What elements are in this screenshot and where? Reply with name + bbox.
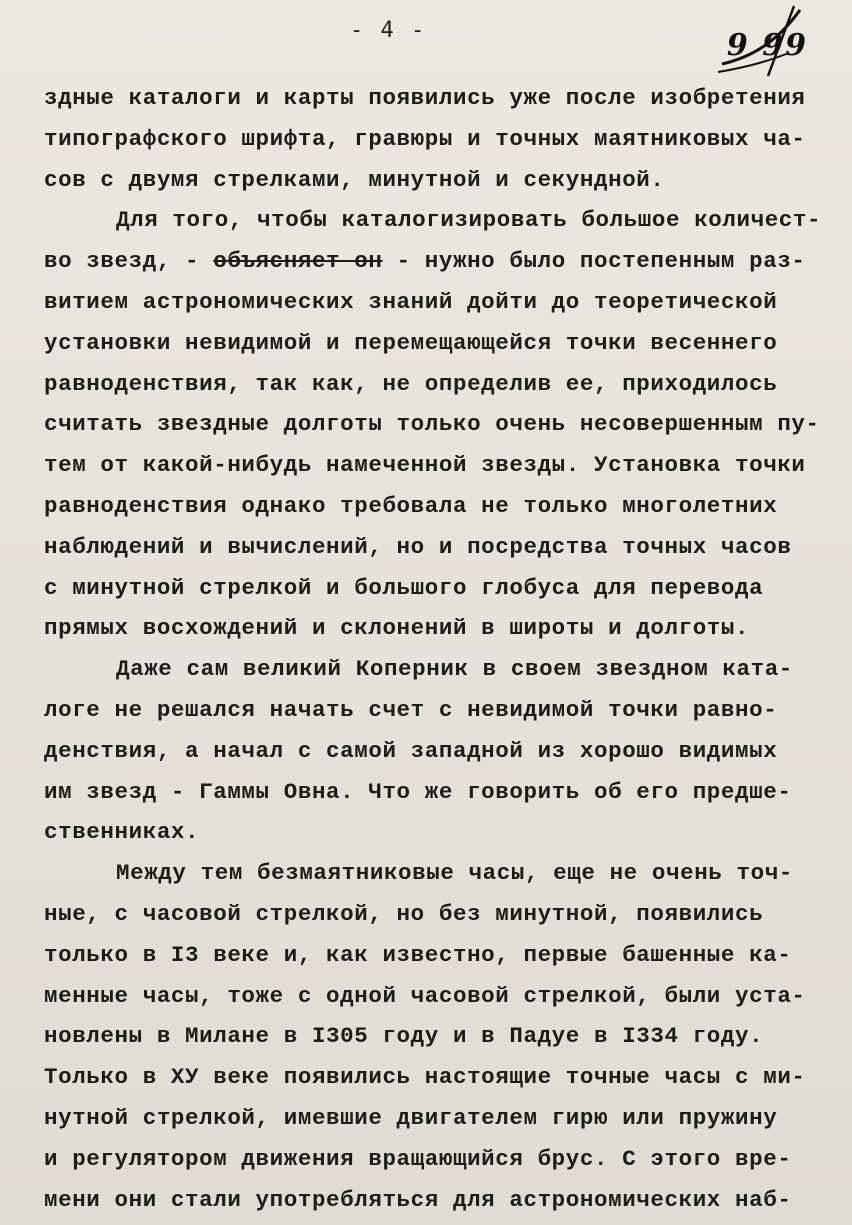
text-line: типографского шрифта, гравюры и точных маятниковых ча- [44, 125, 806, 152]
document-body [44, 78, 852, 1220]
text-line: сов с двумя стрелками, минутной и секундной. [44, 166, 665, 193]
text-line: тем от какой-нибудь намеченной звезды. Установка точки [44, 452, 806, 479]
page-number: - 4 - [350, 18, 427, 43]
text-line: равноденствия однако требовала не только многолетних [44, 492, 778, 519]
text-line: мени они стали употребляться для астрономических наб- [44, 1186, 792, 1213]
text-line: денствия, а начал с самой западной из хорошо видимых [44, 737, 778, 764]
text-line: Только в ХУ веке появились настоящие точные часы с ми- [44, 1064, 806, 1091]
archive-page-mark-text: 9 99 [726, 28, 808, 63]
text-line: прямых восхождений и склонений в широты и долготы. [44, 615, 750, 642]
archive-page-mark [682, 2, 842, 82]
text-line: им звезд - Гаммы Овна. Что же говорить об его предше- [44, 778, 792, 805]
text-line: витием астрономических знаний дойти до теоретической [44, 288, 778, 315]
text-line: здные каталоги и карты появились уже после изобретения [44, 85, 806, 111]
text-line: считать звездные долготы только очень несовершенным пу- [44, 411, 820, 438]
paragraph-start-line: Для того, чтобы каталогизировать большое количест- [116, 207, 822, 234]
struck-through-text: объясняет он [213, 248, 383, 275]
text-line: нутной стрелкой, имевшие двигателем гирю или пружину [44, 1104, 778, 1131]
text-line: с минутной стрелкой и большого глобуса для перевода [44, 574, 764, 601]
text-line: наблюдений и вычислений, но и посредства точных часов [44, 533, 792, 560]
text-line: новлены в Милане в I305 году и в Падуе в I334 году. [44, 1023, 764, 1050]
text-line: ственниках. [44, 819, 200, 846]
text-line: установки невидимой и перемещающейся точки весеннего [44, 329, 778, 356]
paragraph-start-line: Между тем безмаятниковые часы, еще не очень точ- [116, 860, 793, 887]
text-line: логе не решался начать счет с невидимой точки равно- [44, 696, 778, 723]
paragraph-start-line: Даже сам великий Коперник в своем звездном ката- [116, 656, 793, 683]
line-segment: во звезд, - [44, 248, 214, 275]
text-line: равноденствия, так как, не определив ее, приходилось [44, 370, 778, 397]
text-line: менные часы, тоже с одной часовой стрелкой, были уста- [44, 982, 806, 1009]
text-line-with-strikethrough [44, 241, 852, 282]
text-line: и регулятором движения вращающийся брус. С этого вре- [44, 1145, 792, 1172]
text-line: ные, с часовой стрелкой, но без минутной, появились [44, 900, 764, 927]
text-line: только в I3 веке и, как известно, первые башенные ка- [44, 941, 792, 968]
line-segment: - нужно было постепенным раз- [382, 248, 806, 275]
